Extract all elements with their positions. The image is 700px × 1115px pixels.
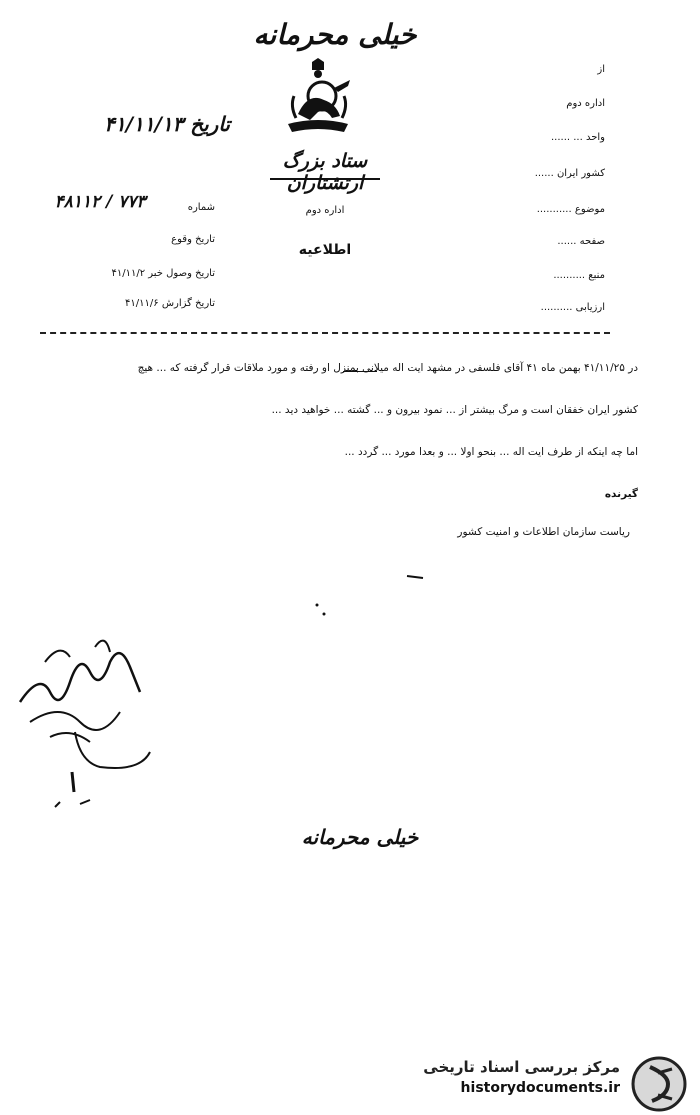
distribution-item: ریاست سازمان اطلاعات و امنیت کشور [457,526,630,538]
archive-name: مرکز بررسی اسناد تاریخی [423,1058,620,1076]
organization-name: ستاد بزرگ ارتشتاران [282,150,368,194]
handwritten-marginal-signature [10,632,160,822]
field-country: کشور ایران ...... [534,168,605,179]
field-number: شماره [187,202,215,213]
bottom-classification-note: خیلی محرمانه [301,825,419,849]
field-department: اداره دوم [566,98,605,109]
body-line-1: در ۴۱/۱۱/۲۵ بهمن ماه ۴۱ آقای فلسفی در مشهد ایت اله میلانی بمنزل او رفته و مورد ملاقات قرار گرفته که ... هیچ [137,362,638,374]
department-label: اداره دوم [305,205,345,216]
lion-and-sun-emblem-icon [278,58,358,138]
field-received-date: تاریخ وصول خبر ۴۱/۱۱/۲ [111,268,215,279]
document-type: اطلاعیه [298,242,352,258]
field-event-date: تاریخ وقوع [171,234,215,245]
archive-website: historydocuments.ir [460,1080,620,1096]
body-line-3: اما چه اینکه از طرف ایت اله ... بنحو اولا ... و بعدا مورد ... گردد ... [344,446,638,458]
archive-watermark [410,1058,620,1096]
field-evaluation: ارزیابی .......... [540,302,605,313]
field-subject: موضوع ........... [536,204,605,215]
title-underline [270,178,380,180]
header-separator [40,332,610,334]
classification-heading: خیلی محرمانه [253,18,417,51]
handwritten-date-note: تاریخ ۴۱/۱۱/۱۳ [104,112,230,136]
stray-dots [312,600,332,620]
handwritten-number: ۴۸۱۱۲ / ۷۷۳ [54,192,146,212]
field-from: از [597,64,605,75]
field-source: منبع .......... [553,270,605,281]
field-report-date: تاریخ گزارش ۴۱/۱۱/۶ [125,298,215,309]
underline-mark [343,371,377,372]
field-unit: واحد ... ...... [550,132,605,143]
archive-logo-icon [628,1055,690,1113]
distribution-heading: گیرنده [604,488,638,500]
body-line-2: کشور ایران خفقان است و مرگ بیشتر از ... نمود بیرون و ... گشته ... خواهید دید ... [271,404,638,416]
field-sheet: صفحه ...... [557,236,605,247]
stray-mark [405,570,425,582]
